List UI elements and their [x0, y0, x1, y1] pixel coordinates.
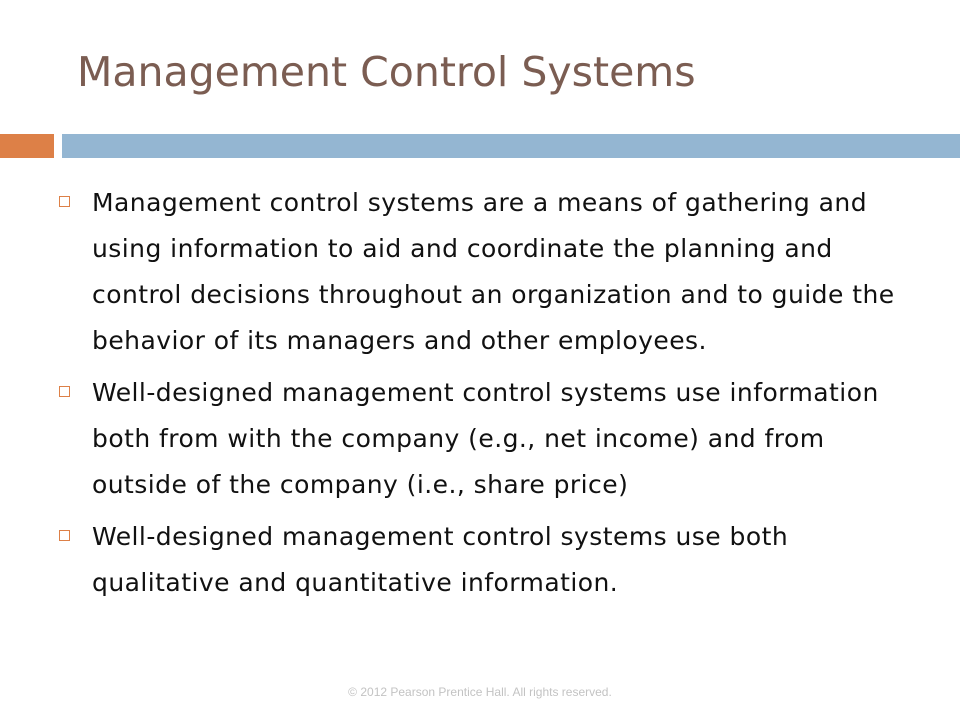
copyright-footer: © 2012 Pearson Prentice Hall. All rights reserved. — [348, 685, 612, 699]
hollow-square-bullet-icon — [59, 530, 70, 541]
bullet-text: Well-designed management control systems use both qualitative and quantitative information. — [92, 522, 789, 597]
bullet-text: Well-designed management control systems use information both from with the company (e.g., net income) and from outside of the company (i.e., share price) — [92, 378, 879, 499]
title-rule-blue-bar — [62, 134, 960, 158]
hollow-square-bullet-icon — [59, 386, 70, 397]
bullet-item-qualitative-quantitative — [57, 514, 917, 606]
slide-title: Management Control Systems — [77, 48, 696, 96]
bullet-item-internal-external-information — [57, 370, 917, 508]
bullet-item-management-control-definition — [57, 180, 917, 364]
hollow-square-bullet-icon — [59, 196, 70, 207]
bullet-text: Management control systems are a means of gathering and using information to aid and coordinate the planning and control decisions throughout an organization and to guide the behavior of its managers and other employees. — [92, 188, 895, 355]
title-rule-orange-accent — [0, 134, 54, 158]
bullet-list — [57, 180, 917, 612]
